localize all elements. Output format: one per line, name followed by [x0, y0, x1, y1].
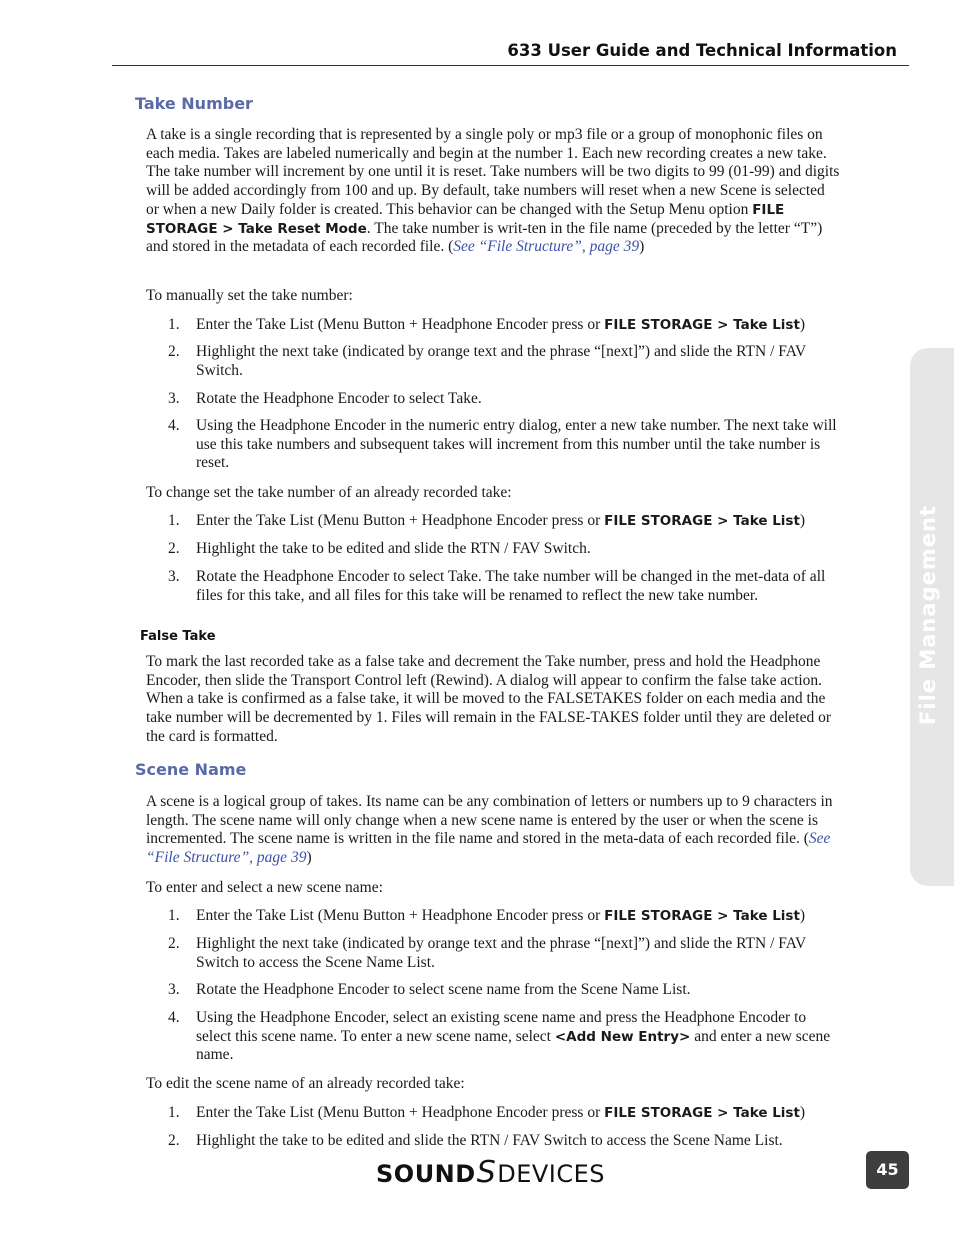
take-reset-mode-option: FILE STORAGE > Take Reset Mode [146, 201, 785, 237]
false-take-body: To mark the last recorded take as a false take and decrement the Take number, press and hold the Headphone Encoder, then slide the Transport Control left (Rewind). A dialog will appear to confirm the false take action. When a take is confirmed as a false take, it will be moved to the FALSETAKES folder on each media and the take number will be decremented by 1. Files will remain in the FALSE-TAKES folder until they are deleted or the card is formatted. [146, 653, 832, 745]
intro-text-cont: . The take number is writ-ten in the file name (preceded by the letter “T”) and stored in the metadata of each recorded file. ( [146, 219, 823, 256]
logo-mark: S [476, 1155, 497, 1190]
edit-intro: To edit the scene name of an already recorded take: [146, 1075, 465, 1092]
header-rule [112, 65, 909, 66]
change-intro: To change set the take number of an already recorded take: [146, 484, 512, 501]
list-item: 4. Using the Headphone Encoder, select an existing scene name and press the Headphone Encoder to select this scene name. To enter a new scene name, select <Add New Entry> and enter a new scene name. [168, 1009, 831, 1064]
sound-devices-logo: SOUNDSDEVICES [376, 1155, 606, 1190]
list-item: 1. Enter the Take List (Menu Button + Headphone Encoder press or FILE STORAGE > Take List) [168, 512, 806, 529]
list-item: 2. Highlight the next take (indicated by orange text and the phrase “[next]”) and slide the RTN / FAV Switch. [168, 343, 806, 379]
list-item: 3. Rotate the Headphone Encoder to select Take. [168, 390, 482, 407]
take-list-menu-path: FILE STORAGE > Take List [604, 1105, 800, 1121]
list-item: 3. Rotate the Headphone Encoder to select Take. The take number will be changed in the met-data of all files for this take, and all files for this take will be renamed to reflect the new take number. [168, 568, 826, 604]
add-new-entry-option: <Add New Entry> [554, 1028, 691, 1045]
list-item: 3. Rotate the Headphone Encoder to select scene name from the Scene Name List. [168, 981, 691, 998]
false-take-heading: False Take [140, 629, 216, 644]
list-item: 1. Enter the Take List (Menu Button + Headphone Encoder press or FILE STORAGE > Take List) [168, 1104, 806, 1121]
scene-name-intro: A scene is a logical group of takes. Its name can be any combination of letters or numbers up to 9 characters in length. The scene name will only change when a new scene name is entered by the user or when the scene is incremented. The scene name is written in the file name and stored in the meta-data of each recorded file. (See “File Structure”, page 39) [146, 793, 833, 867]
take-number-heading: Take Number [135, 94, 253, 113]
take-list-menu-path: FILE STORAGE > Take List [604, 908, 800, 924]
header-title: 633 User Guide and Technical Information [507, 41, 897, 60]
file-structure-link[interactable]: See “File Structure”, page 39 [146, 830, 831, 867]
manual-intro: To manually set the take number: [146, 287, 353, 304]
side-tab-label: File Management [916, 505, 940, 725]
scene-name-heading: Scene Name [135, 760, 247, 779]
take-number-intro: A take is a single recording that is represented by a single poly or mp3 file or a group of monophonic files on each media. Takes are labeled numerically and begin at the number 1. Each new recording creates a new take. The take number will increment by one until it is reset. Take numbers will be two digits to 99 (01-99) and digits will be added accordingly from 100 and up. By default, take numbers will reset when a new Scene is selected or when a new Daily folder is created. This behavior can be changed with the Setup Menu option FILE STORAGE > Take Reset Mode. The take number is writ-ten in the file name (preceded by the letter “T”) and stored in the metadata of each recorded file. (See “File Structure”, page 39) [146, 126, 840, 256]
list-item: 2. Highlight the take to be edited and slide the RTN / FAV Switch. [168, 540, 591, 557]
file-structure-link[interactable]: See “File Structure”, page 39 [453, 238, 640, 256]
list-item: 4. Using the Headphone Encoder in the numeric entry dialog, enter a new take number. The next take will use this take numbers and subsequent takes will increment from this number until the take number is reset. [168, 417, 837, 472]
list-item: 1. Enter the Take List (Menu Button + Headphone Encoder press or FILE STORAGE > Take List) [168, 316, 806, 333]
list-item: 1. Enter the Take List (Menu Button + Headphone Encoder press or FILE STORAGE > Take List) [168, 907, 806, 924]
intro-text: A take is a single recording that is represented by a single poly or mp3 file or a group of monophonic files on each media. Takes are labeled numerically and begin at the number 1. Each new recording creates a new take. The take number will increment by one until it is reset. Take numbers will be two digits to 99 (01-99) and digits will be added accordingly from 100 and up. By default, take numbers will reset when a new Scene is selected or when a new Daily folder is created. This behavior can be changed with the Setup Menu option [146, 126, 840, 218]
enter-intro: To enter and select a new scene name: [146, 879, 383, 896]
page-number: 45 [866, 1151, 909, 1189]
take-list-menu-path: FILE STORAGE > Take List [604, 513, 800, 529]
take-list-menu-path: FILE STORAGE > Take List [604, 317, 800, 333]
list-item: 2. Highlight the take to be edited and slide the RTN / FAV Switch to access the Scene Name List. [168, 1132, 783, 1149]
list-item: 2. Highlight the next take (indicated by orange text and the phrase “[next]”) and slide the RTN / FAV Switch to access the Scene Name List. [168, 935, 806, 971]
